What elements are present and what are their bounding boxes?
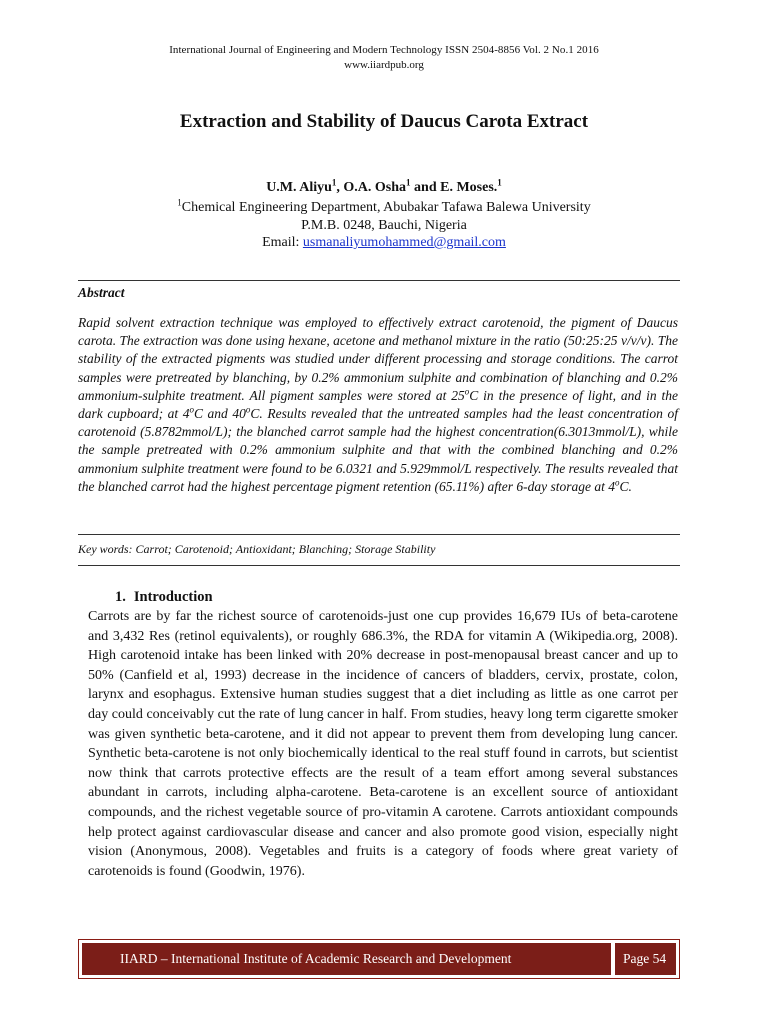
divider [78,534,680,535]
section-title: Introduction [133,589,213,605]
keywords: Key words: Carrot; Carotenoid; Antioxidant; Blanching; Storage Stability [78,542,436,556]
affiliation-block [0,199,768,252]
abstract-part: Rapid solvent extraction technique was employed to effectively extract carotenoid, the pigment of Daucus carota. The extraction was done using hexane, acetone and methanol mixture in the ratio (50:25:25 v/v/v). The stability of the extracted pigments was studied under different processing and storage conditions. The carrot samples were pretreated by blanching, by 0.2% ammonium sulphite and combination of blanching and 0.2% ammonium-sulphite treatment. All pigment samples were stored at 25 [78,315,678,403]
abstract-part: C. [619,478,632,494]
author-name: E. Moses. [440,180,498,195]
introduction-paragraph: Carrots are by far the richest source of carotenoids-just one cup provides 16,679 IUs of beta-carotene and 3,432 Res (retinol equivalents), or roughly 686.3%, the RDA for vitamin A (Wikipedia.org, 2008). High carotenoid intake has been linked with 20% decrease in post-menopausal breast cancer and up to 50% (Canfield et al, 1993) decrease in the incidence of cancers of bladders, cervix, prostate, colon, larynx and esophagus. Extensive human studies suggest that a diet including as little as one carrot per day could conceivably cut the rate of lung cancer in half. From studies, heavy long term cigarette smoker was given synthetic beta-carotene, and it did not appear to prevent them from developing lung cancer. Synthetic beta-carotene is not only biochemically identical to the real stuff found in carrots, but scientist now think that carrots protective effects are the result of a team effort among several substances abundant in carrots, including alpha-carotene. Beta-carotene is an excellent source of antioxidant compounds, and the richest vegetable source of pro-vitamin A carotene. Carrots antioxidant compounds help protect against cardiovascular disease and cancer and also promote good vision, especially night vision (Anonymous, 2008). Vegetables and fruits is a category of foods where great variety of carotenoids is found (Goodwin, 1976). [88,609,678,879]
email-line [0,234,768,252]
abstract-text [78,314,678,496]
email-label: Email: [262,235,303,250]
footer-institute: IIARD – International Institute of Academic Research and Development [82,943,611,975]
section-number: 1. [115,589,126,605]
author-separator: and [410,180,441,195]
affiliation-sup: 1 [177,197,182,208]
degree-sup: o [189,404,194,415]
abstract-part: C and 40 [193,406,246,422]
paper-title: Extraction and Stability of Daucus Carota Extract [179,111,589,132]
degree-sup: o [245,404,251,415]
divider [78,565,680,566]
degree-sup: o [615,477,620,488]
postal-address: P.M.B. 0248, Bauchi, Nigeria [301,217,467,233]
degree-sup: o [464,386,470,397]
author-name: O.A. Osha [343,180,407,195]
affiliation-text: Chemical Engineering Department, Abubakar Tafawa Balewa University [181,200,591,215]
abstract-heading: Abstract [78,285,125,300]
abstract-part: C in the presence of light, and in the dark cupboard; at 4 [78,387,678,422]
author-name: U.M. Aliyu [266,180,332,195]
email-link[interactable]: usmanaliyumohammed@gmail.com [302,235,506,250]
author-list [0,179,768,197]
author-affiliation-sup: 1 [497,177,502,188]
divider [78,280,680,281]
abstract-part: C. Results revealed that the untreated samples had the least concentration of carotenoid (5.8782mmol/L); the blanched carrot sample had the highest concentration(6.3013mmol/L), while the sample pretreated with 0.2% ammonium sulphite and that with the combined blanching and 0.2% ammonium sulphite treatment were found to be 6.0321 and 5.929mmol/L respectively. The results revealed that the blanched carrot had the highest percentage pigment retention (65.11%) after 6-day storage at 4 [78,406,678,494]
journal-header: International Journal of Engineering and Modern Technology ISSN 2504-8856 Vol. 2 No.1 2016 [169,44,599,56]
journal-url: www.iiardpub.org [344,59,424,71]
page-footer [78,939,680,979]
author-affiliation-sup: 1 [406,177,411,188]
section-heading-introduction [115,588,213,606]
author-affiliation-sup: 1 [331,177,337,188]
author-separator: , [336,180,344,195]
page-number: Page 54 [615,943,676,975]
affiliation [0,199,768,217]
